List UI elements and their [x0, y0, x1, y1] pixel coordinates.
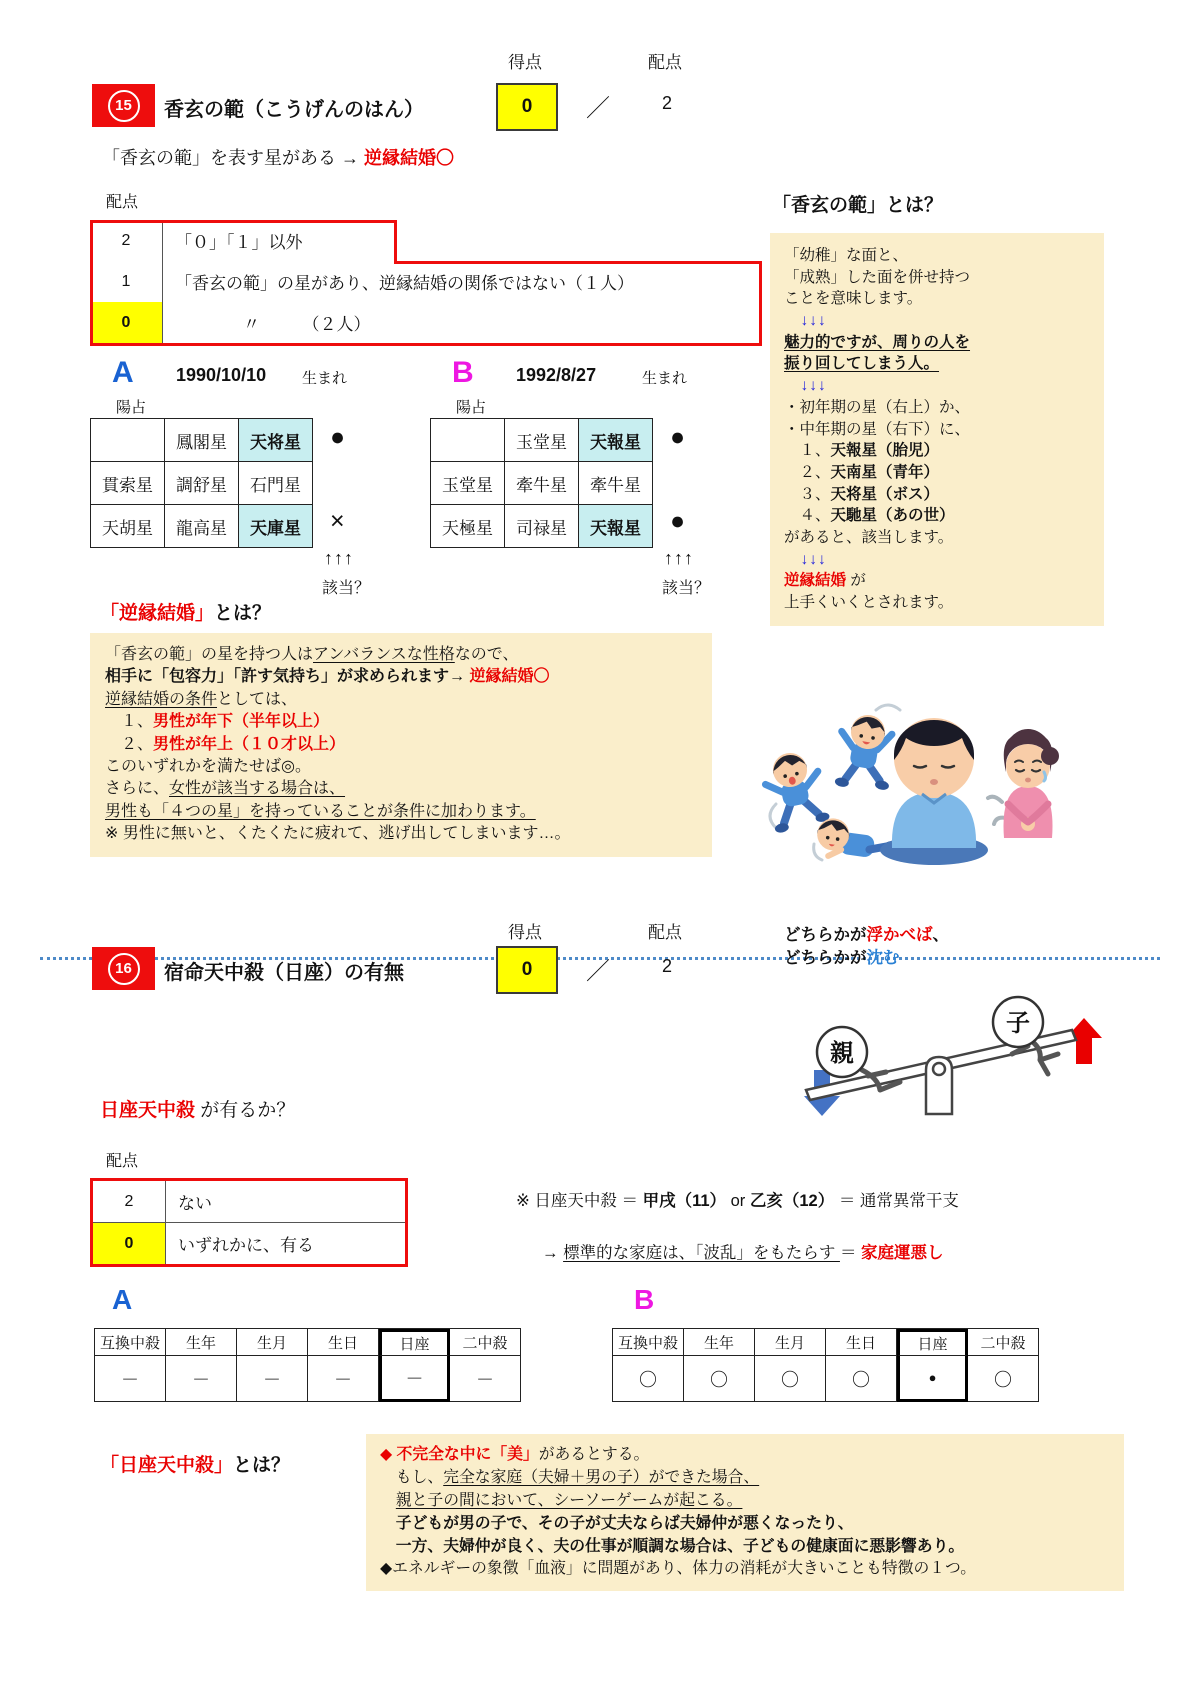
star-cell	[431, 419, 505, 462]
text-segment: 乙亥（12）	[749, 1192, 835, 1210]
section-15-title: 香玄の範（こうげんのはん）	[164, 99, 424, 121]
person-b-up-arrows: ↑↑↑	[664, 548, 694, 568]
text-segment: ３、	[784, 485, 831, 503]
section-16-haiten-label: 配点	[106, 1153, 139, 1170]
text-segment: 「香玄の範」の星を持つ人は	[105, 646, 314, 663]
text-segment: ↓↓↓	[784, 312, 827, 330]
person-b-panel	[428, 356, 773, 606]
text-segment	[380, 1492, 396, 1509]
points-column-header: 配点	[648, 53, 682, 72]
text-segment: 「成熟」した面を併せ持つ	[784, 268, 971, 286]
person-a-question: 該当？	[322, 580, 371, 597]
star-cell: 貫索星	[91, 462, 165, 505]
text-segment: なので、	[454, 646, 519, 663]
text-segment: 天報星（胎児）	[830, 442, 940, 460]
scoring-row	[90, 302, 762, 343]
chuusatsu-header: 生月	[755, 1329, 826, 1356]
table-b-label: B	[634, 1284, 655, 1315]
text-segment: があると、該当します。	[784, 528, 954, 546]
text-segment: ◆エネルギーの象徴「血液」に問題があり、体力の消耗が大きいことも特徴の１つ。	[380, 1560, 977, 1578]
person-b-chart-label: 陽占	[456, 399, 487, 416]
text-segment: 、	[932, 926, 949, 944]
person-b-top-marker: ●	[670, 423, 686, 451]
text-segment: ・中年期の星（右下）に、	[784, 420, 971, 438]
chuusatsu-value: 〇	[968, 1356, 1039, 1402]
person-a-born-label: 生まれ	[302, 370, 348, 387]
circled-number-16: 16	[108, 953, 140, 985]
person-a-birthdate: 1990/10/10	[176, 365, 267, 385]
scoring-value: 2	[93, 1181, 166, 1222]
text-segment: このいずれかを満たせば◎。	[105, 757, 311, 775]
text-segment: 逆縁結婚の条件	[105, 690, 218, 708]
text-segment: 天将星（ボス）	[830, 485, 940, 503]
scoring-condition: 〃 （２人）	[175, 315, 371, 334]
person-b-star-grid	[430, 418, 653, 548]
person-b-label: B	[452, 356, 474, 389]
text-segment: ２、	[784, 463, 831, 481]
gyakuen-heading	[100, 598, 271, 625]
text-segment: ＝	[839, 1244, 862, 1262]
star-cell: 牽牛星	[579, 462, 653, 505]
scoring-value: 1	[90, 261, 163, 302]
scoring-value: 0	[90, 302, 163, 343]
person-a-top-marker: ●	[330, 423, 346, 451]
section-16-lead-text	[100, 1098, 295, 1125]
chuusatsu-value: －	[308, 1356, 379, 1402]
section-16-max-points: 2	[662, 956, 673, 976]
person-b-question: 該当？	[662, 580, 711, 597]
person-a-chuusatsu-table	[94, 1328, 521, 1402]
text-segment: 親と子の間において、シーソーゲームが起こる。	[395, 1491, 743, 1509]
text-segment: 沈む	[866, 949, 900, 968]
text-segment: ことを意味します。	[784, 290, 923, 308]
kougen-sidebar-box	[770, 233, 1104, 626]
star-cell: 鳳閣星	[165, 419, 239, 462]
section-15-haiten-label: 配点	[106, 194, 139, 211]
table-a-label: A	[112, 1284, 133, 1315]
text-segment: 甲戌（11）	[642, 1192, 727, 1210]
text-segment: ※ 日座天中殺 ＝	[516, 1192, 643, 1210]
gyakuen-heading-red: 「逆縁結婚」	[100, 603, 215, 624]
text-segment: 完全な家庭（夫婦＋男の子）ができた場合、	[443, 1468, 760, 1486]
text-segment: ↓↓↓	[784, 550, 827, 568]
chuusatsu-header: 互換中殺	[613, 1329, 684, 1356]
text-segment: 逆縁結婚〇	[469, 668, 550, 686]
section-15-max-points: 2	[662, 93, 673, 113]
gyakuen-info-box	[90, 633, 712, 857]
section-15-number-badge	[92, 84, 155, 127]
chuusatsu-header: 二中殺	[450, 1329, 521, 1356]
text-segment: 男性が年上（１０才以上）	[153, 735, 346, 753]
star-cell: 天将星	[239, 419, 313, 462]
person-a-star-grid	[90, 418, 313, 548]
text-segment: 男性が年下（半年以上）	[153, 713, 330, 731]
person-b-bottom-marker: ●	[670, 507, 686, 535]
text-segment: アンバランスな性格	[313, 646, 455, 663]
person-a-panel	[88, 356, 433, 606]
text-segment: 標準的な家庭は、「波乱」をもたらす	[563, 1244, 840, 1262]
star-cell: 天極星	[431, 505, 505, 548]
text-segment: としては、	[217, 690, 298, 708]
star-cell: 天胡星	[91, 505, 165, 548]
text-segment: 振り回してしまう人。	[784, 355, 940, 373]
scoring-condition: ない	[178, 1194, 212, 1213]
person-a-bottom-marker: ×	[330, 507, 345, 535]
scoring-row	[93, 1223, 405, 1264]
chuusatsu-header: 日座	[379, 1329, 450, 1356]
kougen-sidebar-title: 「香玄の範」とは？	[772, 195, 944, 216]
scoring-value: 2	[90, 220, 163, 261]
chuusatsu-header: 生年	[684, 1329, 755, 1356]
chuusatsu-header: 日座	[897, 1329, 968, 1356]
section-15-score-box: 0	[496, 83, 558, 131]
chuusatsu-value: 〇	[684, 1356, 755, 1402]
text-segment: １、	[784, 442, 831, 460]
scoring-condition: 「０」「１」以外	[175, 233, 303, 252]
chuusatsu-value: 〇	[826, 1356, 897, 1402]
nichiza-heading	[100, 1450, 290, 1477]
text-segment: もし、	[380, 1468, 444, 1486]
text-segment: があるとする。	[538, 1446, 650, 1463]
text-segment: 女性が該当する場合は、	[169, 780, 346, 798]
text-segment: ※ 男性に無いと、くたくたに疲れて、逃げ出してしまいます…。	[105, 825, 571, 843]
scoring-row	[90, 261, 762, 302]
text-segment: 相手に「包容力」「許す気持ち」が求められます→	[105, 668, 470, 686]
chuusatsu-value: －	[95, 1356, 166, 1402]
text-segment: 浮かべば	[866, 926, 933, 944]
chuusatsu-value: －	[166, 1356, 237, 1402]
person-a-chart-label: 陽占	[116, 399, 147, 416]
tired-father-family-illustration	[726, 652, 1070, 870]
text-segment: ２、	[105, 735, 154, 753]
text-segment: 「幼稚」な面と、	[784, 247, 909, 264]
star-cell: 天庫星	[239, 505, 313, 548]
text-segment: が有るか？	[195, 1100, 296, 1121]
seesaw-caption	[784, 924, 949, 970]
star-cell: 司禄星	[505, 505, 579, 548]
chuusatsu-value: 〇	[613, 1356, 684, 1402]
points-column-header: 配点	[648, 923, 682, 942]
text-segment: 日座天中殺	[100, 1100, 196, 1121]
chuusatsu-value: 〇	[755, 1356, 826, 1402]
star-cell	[91, 419, 165, 462]
star-cell: 調舒星	[165, 462, 239, 505]
text-segment: ＝ 通常異常干支	[834, 1192, 959, 1210]
nichiza-heading-black: とは？	[233, 1455, 291, 1476]
red-border-segment	[90, 343, 762, 346]
scoring-condition: いずれかに、有る	[178, 1236, 314, 1255]
parent-label: 親	[830, 1040, 854, 1067]
chuusatsu-header: 互換中殺	[95, 1329, 166, 1356]
chuusatsu-header: 生日	[308, 1329, 379, 1356]
boy-2	[832, 711, 900, 795]
person-a-up-arrows: ↑↑↑	[324, 548, 354, 568]
chuusatsu-value: －	[379, 1356, 450, 1402]
section-16-title: 宿命天中殺（日座）の有無	[164, 962, 404, 984]
chuusatsu-header: 生月	[237, 1329, 308, 1356]
gyakuen-heading-black: とは？	[214, 603, 272, 624]
section-16-score-box: 0	[496, 946, 558, 994]
text-segment: １、	[105, 713, 154, 731]
scoring-value: 0	[93, 1223, 166, 1264]
score-column-header: 得点	[508, 923, 542, 942]
star-cell: 石門星	[239, 462, 313, 505]
text-segment: 家庭運悪し	[861, 1244, 944, 1262]
section-15-scoring-table	[90, 220, 762, 346]
text-segment: →	[542, 1244, 564, 1262]
star-cell: 天報星	[579, 505, 653, 548]
text-segment: ↓↓↓	[784, 377, 827, 395]
chuusatsu-value: ●	[897, 1356, 968, 1402]
nichiza-heading-red: 「日座天中殺」	[100, 1455, 234, 1476]
chuusatsu-value: －	[237, 1356, 308, 1402]
star-cell: 天報星	[579, 419, 653, 462]
text-segment: 上手くいくとされます。	[784, 594, 954, 611]
person-b-birthdate: 1992/8/27	[516, 365, 597, 385]
star-cell: 龍高星	[165, 505, 239, 548]
score-slash: ／	[586, 958, 610, 985]
chuusatsu-value: －	[450, 1356, 521, 1402]
circled-number-15: 15	[108, 90, 140, 122]
text-segment: 「香玄の範」を表す星がある →	[102, 148, 365, 168]
chuusatsu-header: 生日	[826, 1329, 897, 1356]
nichiza-definition-note	[516, 1190, 959, 1213]
scoring-condition: 「香玄の範」の星があり、逆縁結婚の関係ではない（１人）	[175, 274, 634, 293]
text-segment: どちらかが	[784, 949, 867, 968]
tired-father	[880, 718, 988, 865]
person-b-chuusatsu-table	[612, 1328, 1039, 1402]
text-segment: or	[726, 1192, 750, 1210]
text-segment: が	[846, 572, 866, 590]
text-segment: ４、	[784, 507, 831, 525]
section-16-scoring-table	[90, 1178, 408, 1267]
text-segment: ・初年期の星（右上）か、	[784, 398, 971, 416]
section-16-number-badge	[92, 947, 155, 990]
text-segment: 男性も「４つの星」を持っていることが条件に加わります。	[105, 802, 536, 820]
child-label: 子	[1006, 1010, 1030, 1037]
text-segment: 天馳星（あの世）	[830, 507, 955, 525]
score-column-header: 得点	[508, 53, 542, 72]
text-segment: 魅力的ですが、周りの人を	[784, 333, 971, 351]
person-b-born-label: 生まれ	[642, 370, 688, 387]
parent-child-seesaw-illustration	[786, 986, 1102, 1118]
star-cell: 玉堂星	[505, 419, 579, 462]
chuusatsu-header: 二中殺	[968, 1329, 1039, 1356]
scoring-row	[93, 1181, 405, 1223]
text-segment: さらに、	[105, 780, 170, 798]
text-segment: どちらかが	[784, 926, 867, 944]
nichiza-info-box	[366, 1434, 1124, 1591]
text-segment: 逆縁結婚	[784, 572, 847, 590]
text-segment: 逆縁結婚〇	[364, 148, 455, 168]
scoring-row	[90, 220, 762, 261]
chuusatsu-header: 生年	[166, 1329, 237, 1356]
score-slash: ／	[586, 95, 610, 122]
nichiza-effect-note	[542, 1242, 944, 1265]
star-cell: 玉堂星	[431, 462, 505, 505]
person-a-label: A	[112, 356, 134, 389]
star-cell: 牽牛星	[505, 462, 579, 505]
section-15-lead-text	[102, 146, 454, 171]
worried-mother	[988, 729, 1059, 838]
text-segment: 天南星（青年）	[830, 463, 940, 481]
text-segment: ◆ 不完全な中に「美」	[380, 1446, 539, 1463]
text-segment: 子どもが男の子で、その子が丈夫ならば夫婦仲が悪くなったり、	[380, 1514, 854, 1532]
text-segment: 一方、夫婦仲が良く、夫の仕事が順調な場合は、子どもの健康面に悪影響あり。	[380, 1537, 965, 1555]
